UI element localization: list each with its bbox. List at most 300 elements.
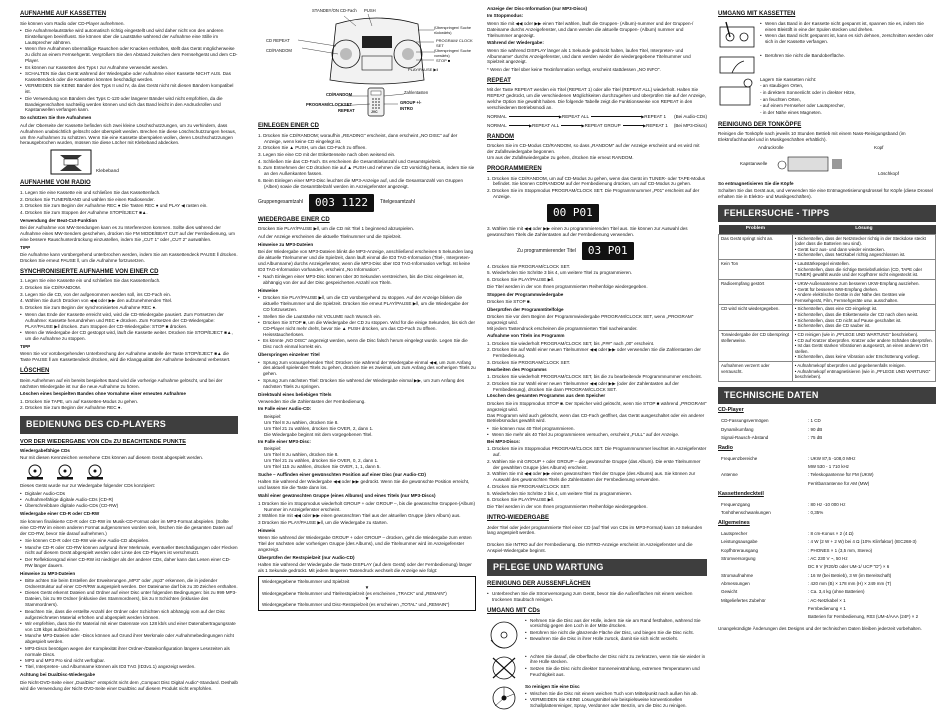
bullet-list (487, 426, 707, 438)
step-item: 3. Drücken Sie zum Beginn der Aufnahme REC ● Die Tasten REC ● und PLAY ◀ rasten ein. (20, 203, 208, 209)
step-item: 6. Drücken Sie PLAY/PAUSE ▶‖. (487, 497, 555, 503)
subheading: Im Stoppmodus: (487, 13, 524, 19)
section-title: REPEAT (487, 77, 511, 84)
subheading: Überprüfen der Programmtitelfolge (487, 306, 564, 312)
head-label: Kopf (874, 144, 884, 150)
step-item: 3. Legen Sie eine CD mit der Etikettenseite nach oben weisend ein. (258, 151, 396, 157)
label-cdfach: CD-Fach (340, 8, 357, 13)
bullet-list (20, 491, 238, 510)
problem-cell: Aufnahmen verzerrt oder verrauscht. (719, 362, 793, 382)
spec-value: : 75 dB (808, 434, 823, 440)
paragraph: 3. Wählen Sie mit ◀◀ oder ▶▶ einen zu programmierenden Titel aus. Sie können zur Auswahl des gewünschten Titels die Zahlentasten auf der Fernbedienung verwenden. (487, 225, 688, 237)
spec-label (720, 564, 805, 570)
list-item: • Aufnahmefähige digitale Audio-CDs (CD-R) (20, 497, 238, 503)
section-title: RANDOM (487, 133, 514, 140)
spec-table (718, 416, 825, 443)
label-playpause: PLAY/PAUSE ▶‖ (408, 67, 439, 72)
spec-value: : 90 dB (808, 426, 823, 432)
step-item: - an staubigen Orten, (760, 83, 804, 89)
spec-value: Fernbedienung × 1 (808, 605, 846, 611)
step-item: 2. Drücken Sie ▲ PUSH, um das CD-Fach zu öffnen. (258, 145, 367, 151)
list-item: • Sie können max 40 Titel programmieren. (487, 426, 707, 432)
step-list (20, 190, 238, 216)
solution-cell: • Aufnahmekopf überprüfen und gegebenenfalls reinigen. • Aufnahmekopf entmagnetisieren (wie in „PFLEGE UND WARTUNG" beschrieben). (792, 362, 935, 382)
step-item: 5. Wiederholen Sie Schritte 3 bis 4, um weitere Titel zu programmieren. (487, 270, 633, 276)
list-item: • Sie können CD-R oder CD-RW wie eine Audio-CD abspielen. (20, 538, 238, 544)
subheading: Verwendung der Beat-Cut-Funktion (20, 217, 98, 223)
spec-row (720, 589, 919, 595)
subheading: Wahl einer gewünschten Gruppe (eines Albums) und eines Titels (nur MP3-Discs) (258, 493, 436, 499)
step-item: 3. Legen Sie die CD, von der aufgenommen werden soll, ins CD-Fach ein. (20, 291, 171, 297)
paragraph: Beispiel: Um Titel 8 zu wählen, drücken Sie 8. Um Titel 21 zu wählen, drücken Sie OVER, 2, dann 1. Die Wiedergabe beginnt mit dem vorgegebenen Titel. (264, 413, 374, 437)
step-list (487, 374, 707, 392)
disc-crossed-icon (487, 654, 521, 682)
paragraph: Die Nicht-DVD-Seite einer „DualDisc" entspricht nicht dem „Compact Disc Digital Audio"-Standard. Deshalb wird die Verwendung der Nicht-DVD-Seite einer DualDisc auf diesem Produkt nicht empfohlen. (20, 679, 238, 691)
bullet-list (20, 312, 238, 342)
subheading: Im Falle einer MP3-Disc: (258, 439, 311, 444)
lcd-track-display (517, 242, 707, 260)
head-label: Kapstanwelle (740, 160, 768, 166)
solution-cell: • UKW-Außenantenne zum besseren UKW-Empfang ausziehen. • Gerät für besseren MW-Empfang drehen. • Andere elektrische Geräte in der Nähe des Gerätes wie Fernsehgerät, Film, Fernsehgeräte usw. ausschalten. (792, 279, 935, 305)
spec-row (720, 531, 919, 537)
table-row (719, 362, 936, 382)
solution-cell: • CD reinigen (wie in „PFLEGE UND WARTUNG" beschrieben). • CD auf Kratzer überprüfen. Kratzer oder andere Schäden überprüfen. • Ist das Gerät starken Vibrationen ausgesetzt, an einen anderen Ort stellen. • Sicherstellen, dass keine Vibration oder Erschütterung vorliegt. (792, 330, 935, 361)
step-item: 2. Drücken Sie zum Beginn der Aufnahme REC ●. (20, 405, 122, 411)
spec-row (720, 547, 919, 553)
column-4 (718, 6, 936, 667)
label-standby: STANDBY/ON (312, 8, 339, 13)
list-item: • Manche MP3-Dateien oder -Discs können auf Grund ihrer Merkmale oder Aufnahmebedingungen nicht abgespielt werden. (20, 633, 238, 645)
list-item: • Stellen Sie die Lautstärke mit VOLUME nach Wunsch ein. (258, 314, 476, 320)
list-item: • Bitte achten Sie beim Erstellen der Erweiterungen „MP3" oder „mp3" erkennen, die in jedender Ordnerstruktur auf einer CD-R/RW ausgespielt werden. Der Dateiname darf bis zu 30 Zeichen enthalten. (20, 578, 238, 590)
spec-row (720, 581, 919, 587)
solution-cell: • Sicherstellen, dass der Netzstecker richtig in der Steckdose steckt (oder dass die Batterien neu sind). • Gerät kurz aus- und dann wieder einstecken. • Sicherstellen, dass Netzkabel richtig angeschlossen ist. (792, 234, 935, 260)
subheading: Direktwahl eines beliebigen Titels (258, 391, 332, 397)
flow-node: REPEAT ALL (532, 122, 560, 128)
flow-node: REPEAT 1 (644, 113, 667, 119)
spec-title: Radio (718, 445, 733, 451)
spec-row (720, 435, 823, 441)
spec-label: Leistungsausgabe (721, 539, 758, 545)
spec-row (720, 564, 919, 570)
tape-label: Klebeband (96, 169, 119, 175)
problem-cell: Das Gerät springt nicht an. (719, 234, 793, 260)
step-item: 1. Drücken Sie wiederholt PROGRAM/CLOCK SET, bis die zu bearbeitende Programmnummer erscheint. (487, 374, 702, 380)
section-title: SYNCHRONISIERTE AUFNAHME VON EINER CD (20, 268, 159, 275)
spec-table (718, 529, 921, 623)
troubleshooting-table (718, 225, 936, 382)
spec-value: : 8 cm-Konus × 2 (4 Ω) (808, 530, 854, 536)
section-banner: TECHNISCHE DATEN (718, 387, 936, 405)
list-item: • Achten Sie darauf, die Oberfläche der Disc nicht zu zerkratzen, wenn Sie sie wieder in ihre Hülle stecken. (525, 654, 707, 666)
spec-row (720, 572, 919, 578)
step-item: - in direktem Sonnenlicht oder in direkter Hitze, (760, 90, 856, 96)
bullet-list (20, 28, 238, 113)
spec-value: Batterien für Fernbedienung, R03 (UM-4/AAA (24F) × 2 (808, 614, 919, 620)
paragraph: Die Aufnahme kann vorübergehend unterbrochen werden, indem Sie am Kassettendeck PAUSE ‖ drücken. Drücken Sie erneut PAUSE ‖, um die Aufnahme fortzusetzen. (20, 252, 238, 263)
step-item: 2. Wählen Sie mit GROUP + oder GROUP – die gewünschte Gruppe (das Album). Die erste Titelnummer der gewählten Gruppe (des Albums) erscheint. (487, 458, 701, 470)
list-item: • Digitaler Audio-CDs (20, 491, 238, 497)
step-list (487, 341, 707, 366)
spec-label: Gewicht (721, 589, 738, 595)
step-item: 2. Drücken Sie auf Wahl einer neuen Titelnummer ◀◀ oder ▶▶ oder verwenden Sie die Zahlentasten der Fernbedienung. (487, 347, 701, 359)
player-diagram (258, 6, 476, 118)
bullet-list (760, 21, 936, 51)
subheading: Bearbeiten des Programms (487, 366, 547, 372)
subheading: So schützen Sie Ihre Aufnahmen (20, 115, 92, 121)
step-item: 1 Drücken Sie im Stoppmodus wiederholt GROUP + oder GROUP –, bis die gewünschte Gruppen-(Album) Nummer im Anzeigefenster erscheint. (258, 500, 475, 512)
subheading: Anzeige der Disc-Information (nur MP3-Discs) (487, 6, 588, 11)
paragraph: Wenn Sie mit ◀◀ oder ▶▶ einen Titel wählen, läuft die Gruppen- (Album)-nummer und der Gruppen-/ Dateiname durchs Anzeigefenster, und dann werden die aktuelle Gruppen- (Album) nummer und Titelnummer angezeigt. (487, 20, 694, 38)
repeat-flow-audio (487, 114, 707, 120)
paragraph: Nur mit diesen Kennzeichen versehene CDs können auf diesem Gerät abgespielt werden. (20, 455, 204, 461)
section-title: AUFNAHME AUF KASSETTEN (20, 11, 107, 17)
column-2 (258, 6, 476, 667)
step-list (487, 264, 707, 290)
list-item: • Es können nur Kassetten des Typs I zur Aufnahme verwendet werden. (20, 65, 238, 71)
repeat-flow-mp3 (487, 123, 707, 129)
step-list (20, 278, 238, 311)
section-title: AUFNAHME VOM RADIO (20, 180, 91, 187)
paragraph: Sie können finalisierte CD-R oder CD-RW im Musik-CD-Format oder im MP3-Format abspielen. (Sollte eine CD-RW im einem anderen Format aufgenommen worden sein, löschen Sie die gesamten Daten auf der CD-RW, bevor Sie darauf aufnehmen.) (20, 518, 233, 536)
subheading: Stoppen der Programmwiedergabe (487, 291, 564, 297)
list-item: • Nehmen Sie die Disc aus der Hülle, indem Sie sie am Rand festhalten, während Sie vorsichtig gegen den Loch in der Mitte drücken. (525, 618, 707, 630)
subheading: Hinweis (258, 527, 276, 533)
bullet-list (258, 360, 476, 390)
bullet-list (525, 654, 707, 682)
list-item: • Wenn das Band in der Kassette nicht gespannt ist, spannen Sie es, indem Sie einen Bleistift in eine der Spulen stecken und drehen. (760, 21, 936, 33)
flow-item: Wiedergegebene Titelnummer und Disc-Restspielzeit (es erscheinen „TOTAL" und „REMAIN") (262, 602, 450, 608)
spec-table (718, 454, 876, 489)
step-item: 1. Legen Sie eine Kassette ein und schließen Sie das Kassettenfach. (20, 278, 161, 284)
step-item: 3. Wählen Sie mit ◀◀ oder ▶▶ einen gewünschten Titel der Gruppe (des Albums) aus. Sie können zur Auswahl des gewünschten Titels die Zahlentasten der Fernbedienung verwenden. (487, 471, 696, 483)
label-repeat: REPEAT (338, 108, 355, 113)
list-item: • Wenn das Ende der Kassette erreicht wird, wird die CD-Wiedergabe pausiert. Zum Fortsetzen der Aufnahme: Kassette herumdrehen und REC ● drücken. Zum Fortsetzen der CD-Wiedergabe: PLAY/PAUSE ▶‖ drücken. Zum Stoppen der CD-Wiedergabe: STOP ■ drücken. (20, 312, 238, 330)
label-skip-forward: (Überspringen/ Suche vorwärts) (434, 49, 471, 58)
table-row (719, 279, 936, 305)
lcd-left-label: Gruppengesamtzahl (258, 199, 304, 206)
spec-title: CD-Player (718, 407, 744, 414)
step-item: 2. Drücken Sie CD/RANDOM. (20, 285, 82, 291)
spec-value: : 4 W (2 W + 2 W) bei 4 Ω (10% Klirrfaktor) (IEC268-3) (808, 539, 917, 545)
paragraph: Beim Aufnehmen auf ein bereits bespieltes Band wird die vorherige Aufnahme gelöscht, und bei der nächsten Wiedergabe ist nur die neue Aufnahme zu hören. (20, 377, 223, 389)
paragraph: Schalten Sie das Gerät aus, und verwenden Sie eine Entmagnetisierungsdrossel für Köpfe (diese Drossel erhalten Sie in Elektro- und Musikgeschäften). (718, 188, 934, 200)
flow-item: Wiedergegebene Titelnummer und Titelrestspielzeit (es erscheinen „TRACK" und „REMAIN") (262, 590, 447, 596)
subheading: Hinweise zu MP3-Dateien (258, 241, 314, 247)
subheading: Überspringen einzelner Titel (258, 352, 320, 358)
subheading: Wiedergabefähige CDs (20, 447, 70, 453)
spec-label: Signal-Rausch-Abstand (721, 434, 769, 440)
step-item: 5. Drücken Sie zum Beginn der synchronisierten Aufnahme REC ●. (20, 305, 157, 311)
flow-node: NORMAL (487, 122, 507, 128)
label-number-keys: Zahlentasten (404, 90, 429, 95)
tipp-label: TIPP (20, 244, 31, 250)
step-item: 2. Drücken Sie im Stoppmodus PROGRAM/CLOCK SET. Die Programmnummer „P01" erscheint auf der Anzeige. (487, 188, 700, 200)
spec-value: : AC 230 V ~, 50 Hz (808, 555, 848, 561)
list-item: • Nach Einlegen einer MP3-Disc können über 30 Sekunden verstreichen, bis die Disc eingelesen ist, abhängig von der auf der Disc gespeicherten Anzahl von Titeln. (258, 274, 476, 286)
step-item: 4. Drücken Sie PROGRAM/CLOCK SET. (487, 263, 571, 269)
bullet-list (525, 618, 707, 652)
label-skip-back: (Überspringen/ Suche rückwärts) (434, 26, 471, 35)
paragraph: Jeder Titel oder jeder programmierte Titel einer CD (auf Titel von CDs im MP3-Format) kann 10 Sekunden lang angespielt werden. Drücken Sie INTRO auf der Fernbedienung. Die INTRO-Anzeige erscheint im Anzeigefenster und die Anspiel-Wiedergabe beginnt. (487, 524, 703, 554)
subheading: So reinigen Sie eine Disc (525, 683, 580, 689)
step-item: 1. Drücken Sie CD/RANDOM; woraufhin „READING" erscheint, dann erscheint „NO DISC" auf der Anzeige, wenn keine CD eingelegt ist. (258, 132, 458, 144)
step-list (258, 501, 476, 526)
section-banner: BEDIENUNG DES CD-PLAYERS (20, 416, 238, 434)
spec-row (720, 481, 874, 487)
label-intro: INTRO (400, 106, 414, 111)
section-title: UMGANG MIT CDs (487, 607, 540, 614)
cd-rw-logo-icon (84, 464, 106, 480)
list-item: • Dieses Gerät erkennt Dateien und Ordner auf einer Disc unter folgenden Bedingungen: bis zu 999 MP3-Dateien, bis zu 99 Ordner (inklusive des Stammordners), bis zu 8 Schichten (inklusive des Stammordners). (20, 590, 238, 608)
list-item: • Drücken Sie STOP ■, um die Wiedergabe der CD zu stoppen. Wird für die einige Sekunden, bis sich der CD-Player nicht mehr dreht, bevor Sie ▲ PUSH drücken, um das CD-Fach zu öffnen. Heissstaucherlosen. (258, 320, 476, 338)
list-item: • MP3 und MP3 Pro sind nicht verfügbar. (20, 658, 238, 664)
spec-label (720, 464, 805, 470)
list-item: • Wenn das Band nicht gespannt ist, kann es sich dehnen, zerschnitten werden oder sich in der Kassette verfangen. (760, 33, 936, 45)
table-header: Problem (719, 225, 793, 234)
list-item: • Wir empfehlen, dass Sie Ihr Material mit einer Datenrate von 128 kb/s und einer Datenübertragungsrate von 128 kbps aufzeichnen. (20, 621, 238, 633)
spec-label: Mitgeliefertes Zubehör (721, 597, 766, 603)
spec-value: DC 9 V (R20/D oder UM-1/ UCP "D") × 6 (808, 564, 890, 570)
step-item: 4. Drücken Sie PROGRAM/CLOCK SET. (487, 483, 571, 489)
section-banner: PFLEGE UND WARTUNG (487, 559, 707, 577)
spec-value: : Ca. 3,4 kg (ohne Batterien) (808, 589, 865, 595)
flow-node: REPEAT 1 (646, 122, 668, 128)
bullet-list (20, 578, 238, 670)
section-title: LÖSCHEN (20, 368, 50, 375)
paragraph: Auf der Oberseite der Kassette befinden sich zwei kleine Löschschutzzungen, um zu verhindern, dass Aufnahmen unabsichtlich gelöscht oder überspielt werden. Brechen Sie diese Löschschutzzungen heraus, um Ihre Aufnahmen zu schützen. Wenn Sie eine Kassette überspielen wollen, deren Löschschutzzungen herausgebrochen wurden, müssen Sie diese Löcher mit Klebeband abdecken. (20, 122, 237, 146)
spec-label: Antenne (721, 472, 738, 478)
list-item: • Wenn Ihre Aufnahmen übermäßige Rauschen oder Knacken enthalten, stellt das Gerät möglicherweise zu dicht an einem Fernsehgerät. Vergrößern Sie den Abstand zwischen dem Fernsehgerät und dem CD-Player. (20, 46, 238, 64)
spec-value: Ferritbarrantenne für AM (MW) (808, 480, 870, 486)
cassette-tab-icon (50, 149, 92, 175)
problem-cell: Tonwiedergabe der CD überspringt stellenweise. (719, 330, 793, 361)
paragraph: Bei der Wiedergabe von MP3-Dateien blinkt die MP3-Anzeige, anschließend erscheinen 5 Sekunden lang die aktuelle Titelnummer und die Spielzeit, dann läuft einmal die ID3 TAG-Information (Titel-, Interpreten- und Albumname) durchs Anzeigefenster, wenn die MP3-Disc über ID3 TAG-Information verfügt. Ist keine ID3 TAG-Information vorhanden, erscheint „No Information". (258, 249, 474, 272)
tape-illustration (50, 149, 238, 175)
paragraph: Bei der Aufnahme von MW-Sendungen kann es zu Interferenzen kommen. Sollte dies während der Aufnahme eines MW-Senders geschehen, drücken Sie FM MODE/BEAT CUT auf der Fernbedienung, um eine bessere Rauschunterdrückung einzustellen, indem Sie „CUT 1" oder „CUT 2" auswählen. (20, 225, 235, 243)
section-title: WIEDERGABE EINER CD (258, 216, 330, 223)
cassette-sun-icon (718, 77, 756, 107)
subheading: Während der Wiedergabe: (487, 40, 544, 46)
step-item: 4. Schließen Sie das CD-Fach. Es erscheinen die Gesamttitelanzahl und Gesamtspielzeit. (258, 158, 442, 164)
cd-handling-block (487, 618, 707, 652)
subheading: Suche – Auffinden einer gewünschten Position auf einer Disc (nur Audio-CD) (258, 471, 426, 477)
compact-disc-logo-icon (24, 464, 46, 480)
step-item: 5. Wiederholen Sie Schritte 2 bis 4, um weitere Titel zu programmieren. (487, 490, 633, 496)
spec-value: : 1 CD (808, 418, 821, 424)
step-item: 1. Drücken Sie wiederholt PROGRAM/CLOCK SET, bis „P##" nach „00" erscheint. (487, 340, 655, 346)
down-arrow-icon: ▼ (364, 596, 370, 602)
spec-row (720, 464, 874, 470)
list-item: • Manche CD-R oder CD-RW können aufgrund ihrer Merkmale, eventueller Beschädigungen oder Flecken nicht auf diesem Gerät abgespielt werden oder Linse des CD-Players ist verschmutzt. (20, 545, 238, 557)
bullet-list (487, 591, 707, 603)
step-item: Die Titel werden in der von Ihnen programmierten Reihenfolge wiedergegeben. (487, 283, 648, 289)
step-item: - in der Nähe eines Magneten. (760, 110, 822, 116)
spec-row (720, 456, 874, 462)
spec-label: Tonhöhenschwankungen (721, 510, 771, 516)
spec-label: Abmessungen (721, 580, 750, 586)
step-item: 6. Beim Einlegen einer MP3-Disc leuchtet die MP3-Anzeige auf, und die Gesamtanzahl von Gruppen (Alben) sowie die Gesamttitelzahl werden im Anzeigefenster angezeigt. (258, 177, 464, 189)
spec-row (720, 606, 919, 612)
paragraph: Drücken Sie PLAY/PAUSE ▶‖, um die CD mit Titel 1 beginnend abzuspielen. (258, 226, 414, 232)
section-title: VOR DER WIEDERGABE VON CDs ZU BEACHTENDE PUNKTE (20, 438, 186, 445)
flow-note: (Bei MP3-Discs) (673, 122, 707, 128)
list-item: • Titel, Interpreten- und Albumname können als ID3 TAG (ID3v1.1) angezeigt werden. (20, 664, 238, 670)
problem-cell: Radioempfang gestört (719, 279, 793, 305)
list-item: • Wischen Sie die Disc mit einem weichen Tuch vom Mittelpunkt nach außen hin ab. (525, 691, 707, 697)
subheading: Hinweise zu MP3-Dateien (20, 570, 76, 576)
step-item: 4. Wählen Sie durch Drücken von ◀◀ oder ▶▶ den aufzunehmenden Titel. (20, 298, 173, 304)
list-item: • Wenn die Wiedergabe der CD gestoppt wird, läuft die Kassette weiter. Drücken Sie STOP/EJECT ■▲, um die Aufnahme zu stoppen. (20, 330, 238, 342)
spec-value: : 16 W (bei Betrieb), 3 W (im Bereitschaft) (808, 572, 892, 578)
solution-cell: • Lautstärkepegel einstellen. • Sicherstellen, dass die richtige Betriebsfunktion (CD, TAPE oder TUNER) gewählt wurde und der Kopfhörer nicht eingesteckt ist. (792, 260, 935, 280)
table-row (719, 305, 936, 331)
step-item: 1. Drücken Sie TAPE, um auf Kassetten-Modus zu gehen. (20, 398, 139, 404)
list-item: • Drücken Sie PLAY/PAUSE ▶‖, um die CD vorübergehend zu stoppen. Auf der Anzeige blinken die aktuelle Titelnummer und die Spielzeit. Drücken Sie erneut PLAY/PAUSE ▶‖, um die Wiedergabe der CD fortzusetzen. (258, 295, 476, 313)
lcd-left-label: Zu programmierender Titel (517, 247, 576, 254)
spec-title: Kassettendeckteil (718, 490, 764, 497)
subheading: Hinweise (258, 287, 278, 293)
tape-head-icon (768, 145, 888, 181)
table-row (719, 330, 936, 361)
paragraph: Dieses Gerät wurde nur zur Wiedergabe folgender CDs konzipiert: (20, 483, 156, 489)
label-cd-random: CD/RANDOM (266, 48, 292, 53)
footnote: * Wenn der Titel über keine Textinformation verfügt, erscheint stattdessen „NO INFO". (487, 66, 661, 72)
spec-row (720, 539, 919, 545)
spec-label: Stromversorgung (721, 555, 756, 561)
step-list (487, 446, 707, 510)
step-item: 5. Zum Entnehmen der CD drücken Sie auf ▲ PUSH und nehmen die CD vorsichtig heraus, indem Sie sie an den Außenkanten fassen. (258, 165, 475, 177)
column-3 (487, 6, 708, 709)
spec-table (718, 499, 849, 518)
column-1 (20, 6, 238, 691)
paragraph: Sie können vom Radio oder CD-Player aufnehmen. (20, 20, 125, 26)
step-item: Lagern Sie Kassetten nicht: (760, 76, 817, 82)
subheading: So entmagnetisieren Sie die Köpfe (718, 180, 794, 186)
section-title: REINIGUNG DER AUSSENFLÄCHEN (487, 581, 591, 588)
subheading: Löschen eines bespielten Bandes ohne Vornahme einer erneuten Aufnahme (20, 391, 186, 397)
subheading: Wiedergabe einer CD-R oder CD-RW (20, 511, 100, 517)
cassette-block (718, 21, 936, 51)
subheading: Löschen des gesamten Programms aus dem Speicher (487, 393, 606, 399)
list-item: • Unterbrechen Sie die Stromversorgung zum Gerät, bevor Sie die Außenflächen mit einem weichen trockenen Staubtuch reinigen. (487, 591, 707, 603)
step-item: Die Titel werden in der von Ihnen programmierten Reihenfolge wiedergegeben. (487, 504, 648, 509)
paragraph: Reinigen die Tonköpfe nach jeweils 10 Stunden Betrieb mit einem Nass-Reinigungsband (im Elektrofachhandel und in Musikgeschäften erhältlich). (718, 131, 906, 143)
spec-label: CD-Fassungsvermögen (721, 418, 769, 424)
list-item: • MP3-Discs benötigen wegen der Komplexität ihrer Ordner-/Dateikonfiguration längere Lesezeiten als normale Discs. (20, 646, 238, 658)
paragraph: Mit der Taste REPEAT werden ein Titel (REPEAT 1) oder alle Titel (REPEAT ALL) wiederholt. Halten Sie REPEAT gedrückt, um die verschiedenen Möglichkeiten durchzugehen und überprüfen Sie auf der Anzeige, welche Option Sie gewählt haben. Die folgende Tabelle zeigt die Funktionsweise von REPEAT in den verschiedenen Betriebsmodi an. (487, 87, 706, 111)
spec-row (720, 426, 823, 432)
spec-label (720, 614, 805, 620)
section-title: PROGRAMMIEREN (487, 165, 542, 172)
spec-row (720, 556, 919, 562)
spec-row (720, 472, 874, 478)
lcd-display: 003 1122 (309, 194, 374, 212)
bullet-list (760, 53, 936, 75)
label-group: GROUP +/- (400, 100, 422, 105)
spec-value: : 0,35% (808, 510, 824, 516)
tape-head-diagram (718, 145, 936, 181)
paragraph: Halten Sie während der Wiedergabe ◀◀ oder ▶▶ gedrückt. Wenn Sie die gewünschte Position erreicht, und lassen Sie die Taste dann los. (258, 479, 470, 491)
list-item: • VERMEIDEN Sie KEINE Bänder des Typs II und IV, da das Gerät nicht mit diesen Bändern kompatibel ist. (20, 83, 238, 95)
step-item: 2 Wählen Sie mit ◀◀ oder ▶▶ einen gewünschten Titel aus der aktuellen Gruppe (dem Album) aus. (258, 513, 461, 519)
cassette-block (718, 53, 936, 75)
spec-row (720, 614, 919, 620)
step-item: 4. Drücken Sie zum Stoppen der Aufnahme STOP/EJECT ■▲. (20, 210, 148, 216)
spec-value: : Teleskopantenne für FM (UKW) (808, 472, 874, 478)
subheading: Aufnahme von Titeln ins Programm (487, 333, 565, 339)
table-row (719, 260, 936, 280)
problem-cell: CD wird nicht wiedergegeben. (719, 305, 793, 331)
step-item: 3 Drücken Sie PLAY/PAUSE ▶‖, um die Wiedergabe zu starten. (258, 519, 388, 525)
list-item: • Bewahren Sie die Disc in ihrer Hülle zurück, damit sie sich nicht verzieht. (525, 636, 707, 642)
section-banner: FEHLERSUCHE - TIPPS (718, 205, 936, 223)
head-label: Löschkopf (878, 170, 899, 176)
subheading: Achtung bei DualDisc-Wiedergabe (20, 672, 96, 678)
footer-note: Unangekündigte Änderungen des Designs und der technischen Daten bleiben jederzeit vorbehalten. (718, 626, 922, 632)
step-item: 1. Drücken Sie im Stoppmodus PROGRAM/CLOCK SET. Die Programmnummer leuchtet im Anzeigefenster auf. (487, 446, 707, 458)
bullet-list (20, 538, 238, 569)
paragraph: Beispiel: Um Titel 8 zu wählen, drücken Sie 8. Um Titel 21 zu wählen, drücken Sie OVER, 0, 2, dann 1. Um Titel 115 zu wählen, drücken Sie OVER, 1, 1, dann 5. (264, 446, 381, 470)
list-item: • Der Reflektionsgrad einer CD-RW ist niedriger als der anderer CDs, daher kann das Lesen einer CD-RW länger dauern. (20, 557, 238, 569)
spec-value: : 80 Hz -10 000 Hz (808, 501, 846, 507)
section-title: INTRO-WIEDERGABE (487, 514, 549, 521)
spec-label: Lautsprecher (721, 530, 748, 536)
label-program-clockset: PROGRAM/CLOCKSET (306, 102, 353, 107)
list-item: • Setzen Sie die Disc nicht direkter Sonneneinstrahlung, extremen Temperaturen und Feuchtigkeit aus. (525, 666, 707, 678)
list-item: • Beachten Sie, dass die erstellte Anzahl der Ordner oder Schichten sich abhängig vom auf der Disc aufgezeichneten Material erhöhen und abgespielt werden können. (20, 609, 238, 621)
list-item: • Sprung zum nächsten Titel: Drücken Sie während der Wiedergabe einmal ▶▶, um zum Anfang des nächsten Titels zu springen. (258, 378, 476, 390)
cassette-block (718, 77, 936, 117)
lcd-display: 00 P01 (547, 204, 599, 222)
spec-row (720, 597, 919, 603)
subheading: Im Falle einer Audio-CD: (258, 406, 312, 412)
paragraph: Drücken Sie vor dem Beginn der Programmwiedergabe PROGRAM/CLOCK SET, wenn „PROGRAM" angezeigt wird. Mit jedem Tastendruck erscheinen die programmierten Titel nacheinander. (487, 314, 694, 331)
label-cd-repeat: CD REPEAT (266, 38, 290, 43)
step-item: 3. Drücken Sie PROGRAM/CLOCK SET. (487, 360, 571, 366)
problem-cell: Kein Ton (719, 260, 793, 280)
paragraph: Wenn Sie während DISPLAY länger als 1 Sekunde gedrückt halten, laufen Titel, Interpreten- und Albumname" durchs Anzeigefenster, und dann werden wieder die wiedergegebene Titelnummer und Spielzeit angezeigt. (487, 47, 691, 65)
cd-r-logo-icon (54, 464, 76, 480)
solution-cell: • Sicherstellen, dass eine CD eingelegt ist. • Sicherstellen, dass die Etikettenseite der CD nach oben weist. • Sicherstellen, dass CD nicht auf Pause geschaltet ist. • Sicherstellen, dass die CD sauber ist. (792, 305, 935, 331)
label-program: PROGRAM/ CLOCK SET (436, 38, 473, 49)
label-cd-random-remote: CD/RANDOM (326, 92, 353, 97)
section-title: EINLEGEN EINER CD (258, 123, 320, 129)
paragraph: Wenn Sie während der Wiedergabe GROUP + oder GROUP – drücken, geht die Wiedergabe zum ersten Titel der nächsten oder vorherigen Gruppe (des Albums), und die Titelnummer wird im Anzeigefenster angezeigt. (258, 535, 472, 552)
flow-node: NORMAL (487, 113, 507, 119)
spec-label: Dynamikumfang (721, 426, 754, 432)
list-item: • Berühren Sie nicht die Bandoberfläche. (760, 53, 936, 59)
spec-label: Stromaufnahme (721, 572, 754, 578)
section-title: UMGANG MIT KASSETTEN (718, 11, 796, 17)
list-item: • Wenn Sie mehr als 40 Titel zu programmieren versuchen, erscheint „FULL" auf der Anzeige. (487, 432, 707, 438)
head-label: Andruckrolle (758, 144, 784, 150)
table-header: Lösung (792, 225, 935, 234)
list-item: • Die Verwendung von Bändern des Typs C-120 oder längerer Bänder wird nicht empfohlen, da die Bandeigenschaften nachteilig werden können und sich das Band leicht in den Andruckrollen und Kapstanwellen verfangen kann. (20, 96, 238, 114)
bullet-list (525, 691, 707, 709)
flow-node: REPEAT ALL (561, 113, 590, 119)
pencil-cassette-icon (718, 21, 756, 51)
spec-row (720, 501, 847, 507)
lcd-display: 03 P01 (582, 242, 634, 260)
table-body (719, 234, 936, 381)
spec-row (720, 510, 847, 516)
step-list (487, 176, 707, 200)
list-item: • SCHALTEN Sie das Gerät während der Wiedergabe oder Aufnahme einer Kassette NICHT AUS. Das Kassettendeck oder die Kassetten könnten beschädigt werden. (20, 71, 238, 83)
step-item: 1. Legen Sie eine Kassette ein und schließen Sie das Kassettenfach. (20, 190, 161, 195)
step-item: 1. Drücken Sie CD/RANDOM, um auf CD-Modus zu gehen, wenn das Gerät im TUNER- oder TAPE-Modus befindet. Sie können CD/RANDOM auf der Fernbedienung drücken, um auf CD-Modus zu gehen. (487, 175, 706, 187)
list-item: • Berühren Sie nicht die glänzende Fläche der Disc, und biegen Sie die Disc nicht. (525, 630, 707, 636)
